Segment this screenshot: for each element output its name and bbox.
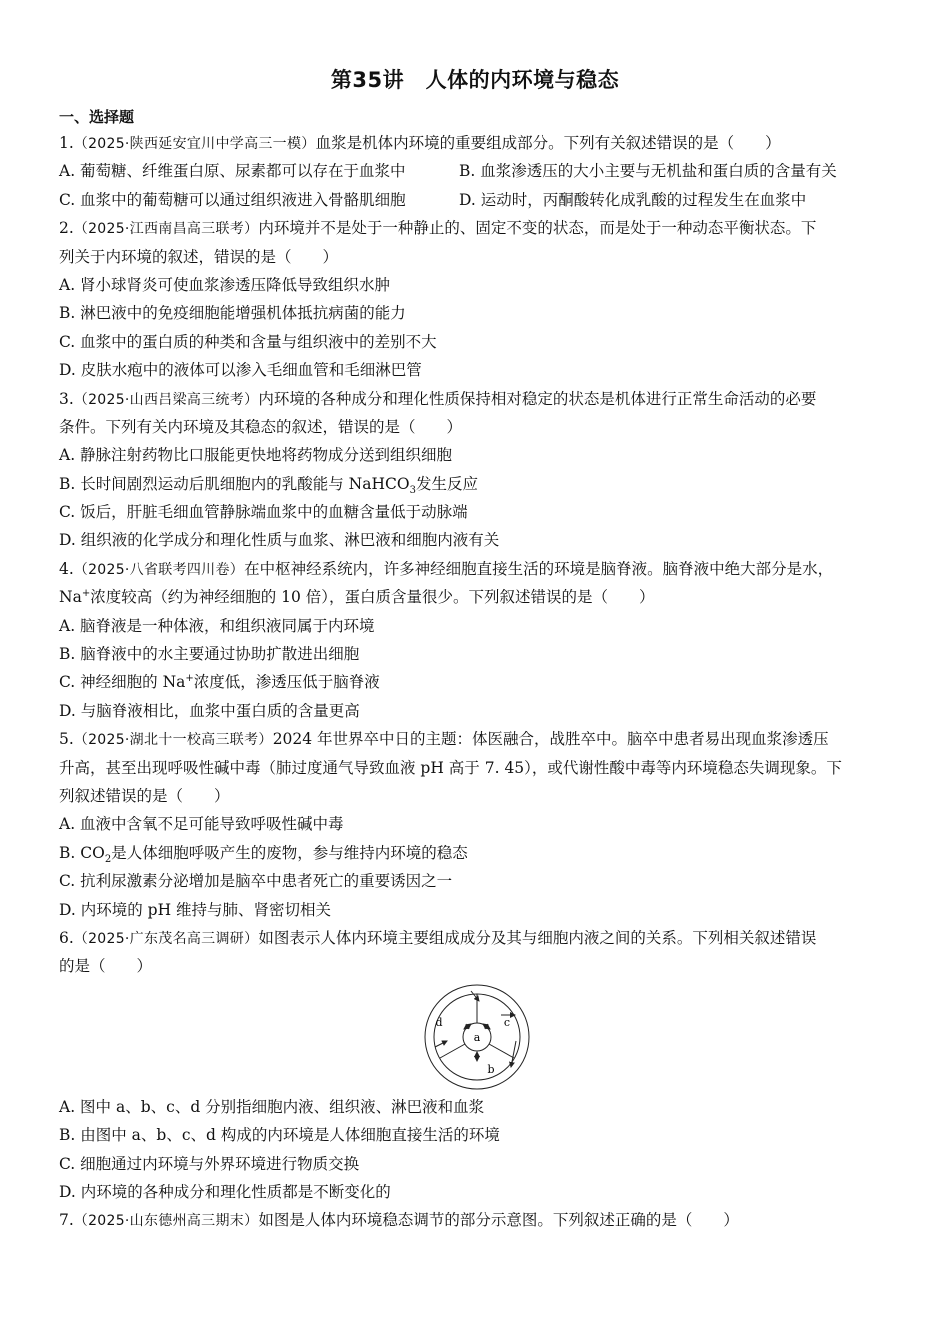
- option-b: B. 长时间剧烈运动后肌细胞内的乳酸能与 NaHCO$_3$发生反应: [59, 474, 478, 496]
- partition-line: [440, 1044, 465, 1058]
- option-d: D. 内环境的各种成分和理化性质都是不断变化的: [59, 1182, 391, 1201]
- question-6-stem: 6.（2025·广东茂名高三调研）如图表示人体内环境主要组成成分及其与细胞内液之间的关系。下列相关叙述错误: [59, 928, 817, 947]
- option-d: D. 组织液的化学成分和理化性质与血浆、淋巴液和细胞内液有关: [59, 531, 500, 550]
- option-b: B. $CO_2$是人体细胞呼吸产生的废物，参与维持内环境的稳态: [59, 843, 468, 865]
- question-4-stem: 4.（2025·八省联考四川卷）在中枢神经系统内，许多神经细胞直接生活的环境是脑脊液。脑脊液中绝大部分是水，: [59, 559, 834, 578]
- question-source: （2025·山西吕梁高三统考）: [73, 391, 259, 408]
- option-d: D. 与脑脊液相比，血浆中蛋白质的含量更高: [59, 701, 360, 720]
- option-a: A. 肾小球肾炎可使血浆渗透压降低导致组织水肿: [59, 275, 391, 294]
- option-b: B. 由图中 a、b、c、d 构成的内环境是人体细胞直接生活的环境: [59, 1126, 500, 1145]
- option-b: B. 血浆渗透压的大小主要与无机盐和蛋白质的含量有关: [459, 162, 837, 181]
- question-5-stem-cont: 升高，甚至出现呼吸性碱中毒（肺过度通气导致血液 pH 高于 7. 45），或代谢性酸中毒等内环境稳态失调现象。下: [59, 758, 842, 777]
- question-source: （2025·陕西延安宜川中学高三一模）: [73, 136, 316, 152]
- question-5-stem-cont: 列叙述错误的是（ ）: [59, 786, 230, 805]
- option-d: D. 内环境的 pH 维持与肺、肾密切相关: [59, 900, 332, 919]
- question-1-options-row-1: [59, 157, 894, 185]
- option-d: D. 皮肤水疱中的液体可以渗入毛细血管和毛细淋巴管: [59, 361, 422, 380]
- option-a: A. 图中 a、b、c、d 分别指细胞内液、组织液、淋巴液和血浆: [59, 1097, 485, 1116]
- arrow: [511, 1041, 516, 1067]
- question-2-stem-cont: 列关于内环境的叙述，错误的是（ ）: [59, 247, 339, 266]
- question-3-stem-cont: 条件。下列有关内环境及其稳态的叙述，错误的是（ ）: [59, 417, 463, 436]
- diagram-svg: [421, 981, 533, 1093]
- question-1-options-row-2: [59, 186, 894, 214]
- partition-line: [489, 1044, 514, 1058]
- arrow: [435, 1041, 447, 1047]
- arrow: [471, 991, 479, 1001]
- option-b: B. 脑脊液中的水主要通过协助扩散进出细胞: [59, 645, 360, 664]
- option-c: C. 血浆中的蛋白质的种类和含量与组织液中的差别不大: [59, 332, 437, 351]
- option-a: A. 静脉注射药物比口服能更快地将药物成分送到组织细胞: [59, 446, 453, 465]
- question-source: （2025·广东茂名高三调研）: [73, 930, 259, 947]
- question-1-stem: 1.（2025·陕西延安宜川中学高三一模）血浆是机体内环境的重要组成部分。下列有关叙述错误的是（ ）: [59, 134, 781, 152]
- option-c: C. 血浆中的葡萄糖可以通过组织液进入骨骼肌细胞: [59, 190, 406, 209]
- option-c: C. 神经细胞的 Na+浓度低，渗透压低于脑脊液: [59, 673, 380, 692]
- label-d: d: [434, 1015, 443, 1029]
- question-7-stem: 7.（2025·山东德州高三期末）如图是人体内环境稳态调节的部分示意图。下列叙述正确的是（ ）: [59, 1211, 739, 1230]
- question-source: （2025·湖北十一校高三联考）: [73, 732, 273, 749]
- question-list: [59, 129, 894, 1235]
- option-a: A. 脑脊液是一种体液，和组织液同属于内环境: [59, 616, 375, 635]
- arrow: [483, 1024, 490, 1029]
- label-c: c: [503, 1015, 510, 1029]
- question-6-stem-cont: 的是（ ）: [59, 957, 153, 976]
- label-a: a: [473, 1030, 480, 1044]
- option-b: B. 淋巴液中的免疫细胞能增强机体抵抗病菌的能力: [59, 304, 406, 323]
- option-d: D. 运动时，丙酮酸转化成乳酸的过程发生在血浆中: [459, 190, 807, 209]
- question-source: （2025·山东德州高三期末）: [73, 1213, 259, 1230]
- question-source: （2025·江西南昌高三联考）: [73, 221, 259, 238]
- question-3-stem: 3.（2025·山西吕梁高三统考）内环境的各种成分和理化性质保持相对稳定的状态是机体进行正常生命活动的必要: [59, 389, 817, 408]
- option-c: C. 抗利尿激素分泌增加是脑卒中患者死亡的重要诱因之一: [59, 872, 453, 891]
- label-b: b: [486, 1062, 495, 1076]
- question-2-stem: 2.（2025·江西南昌高三联考）内环境并不是处于一种静止的、固定不变的状态，而是处于一种动态平衡状态。下: [59, 219, 817, 238]
- option-c: C. 细胞通过内环境与外界环境进行物质交换: [59, 1154, 360, 1173]
- question-source: （2025·八省联考四川卷）: [73, 561, 245, 578]
- option-a: A. 葡萄糖、纤维蛋白原、尿素都可以存在于血浆中: [59, 162, 406, 181]
- arrow: [464, 1024, 471, 1029]
- section-heading: 一、选择题: [59, 108, 135, 126]
- page-title: 第35讲 人体的内环境与稳态: [330, 68, 620, 92]
- option-c: C. 饭后，肝脏毛细血管静脉端血浆中的血糖含量低于动脉端: [59, 503, 468, 522]
- body-fluid-diagram: [59, 981, 894, 1093]
- option-a: A. 血液中含氧不足可能导致呼吸性碱中毒: [59, 815, 344, 834]
- question-5-stem: 5.（2025·湖北十一校高三联考）2024 年世界卒中日的主题：体医融合，战胜卒中。脑卒中患者易出现血浆渗透压: [59, 730, 829, 749]
- question-4-stem-cont: Na+浓度较高（约为神经细胞的 10 倍），蛋白质含量很少。下列叙述错误的是（ ）: [59, 588, 655, 607]
